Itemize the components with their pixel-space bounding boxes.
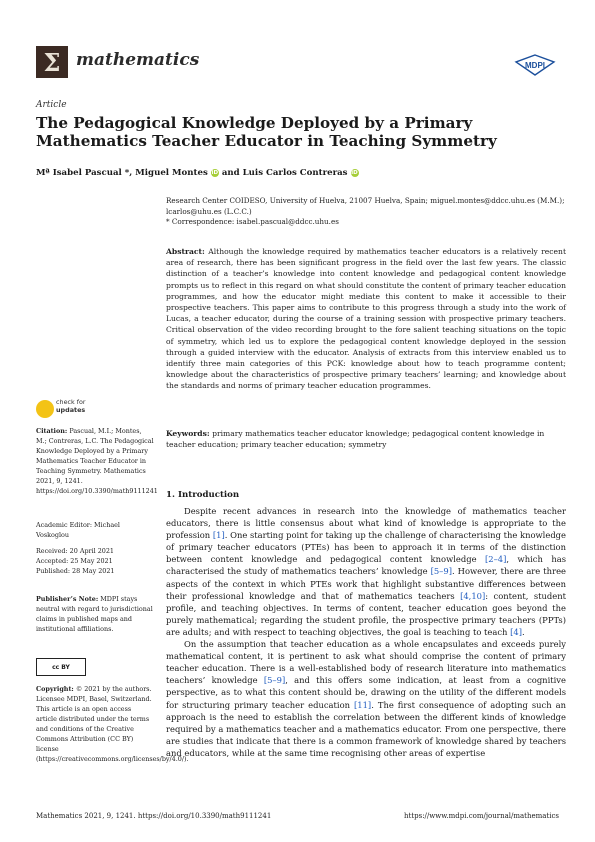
check-for-updates[interactable] bbox=[36, 398, 116, 420]
article-type: Article bbox=[36, 100, 67, 110]
mdpi-logo-icon[interactable] bbox=[514, 54, 556, 76]
publisher-note bbox=[36, 594, 154, 634]
author-3: Luis Carlos Contreras bbox=[242, 168, 348, 178]
affiliation bbox=[166, 196, 566, 228]
text-run: , which has characterised the study of mathematics teachers’ knowledge bbox=[166, 554, 567, 577]
journal-logo-icon: Σ bbox=[36, 46, 68, 78]
citation-link[interactable]: [2–4] bbox=[485, 554, 507, 565]
publisher-note-label: Publisher’s Note: bbox=[36, 595, 99, 603]
affiliation-line: Research Center COIDESO, University of Huelva, 21007 Huelva, Spain; miguel.montes@ddcc.uhu.es (M.M.); bbox=[166, 196, 565, 205]
cc-license-icon[interactable] bbox=[36, 658, 86, 676]
mdpi-logo-text: MDPI bbox=[525, 61, 545, 70]
check-updates-line2: updates bbox=[56, 406, 86, 414]
footer-journal-url[interactable]: https://www.mdpi.com/journal/mathematics bbox=[403, 812, 559, 820]
footer-citation[interactable]: Mathematics 2021, 9, 1241. https://doi.org/10.3390/math9111241 bbox=[36, 812, 272, 820]
received-date: Received: 20 April 2021 bbox=[36, 547, 114, 555]
citation-label: Citation: bbox=[36, 427, 68, 435]
text-run: : content, student profile, and teaching objectives. In terms of content, teacher education goes beyond the purely mathematical; regarding the student profile, the prospective primary teachers (PPTs) are adults; and with respect to teaching objectives, the goal is teaching to teach bbox=[166, 590, 566, 637]
abstract-label: Abstract: bbox=[166, 247, 205, 256]
accepted-date: Accepted: 25 May 2021 bbox=[36, 557, 113, 565]
author-2: Miguel Montes bbox=[135, 168, 208, 178]
published-date: Published: 28 May 2021 bbox=[36, 567, 115, 575]
check-updates-line1: check for bbox=[56, 398, 86, 406]
text-run: . However, there are three aspects of the context in which PTEs work that highlight substantive differences between their professional knowledge and that of mathematics teachers bbox=[166, 566, 566, 601]
orcid-icon[interactable]: iD bbox=[351, 170, 358, 176]
text-run: , and this offers some indication, at least from a cognitive perspective, as to what this content should be, drawing on the utility of the different models for structuring primary teacher education bbox=[166, 675, 566, 710]
citation-link[interactable]: [11] bbox=[354, 699, 372, 710]
text-run: . bbox=[521, 626, 525, 637]
citation-link[interactable]: [1] bbox=[212, 530, 225, 541]
citation-link[interactable]: [4] bbox=[510, 626, 522, 637]
citation-text: Pascual, M.I.; Montes, M.; Contreras, L.C. The Pedagogical Knowledge Deployed by a Primary Mathematics Teacher Educator in Teaching Symmetry. Mathematics 2021, 9, 1241. https://doi.org/10.3390/math9111241 bbox=[36, 427, 158, 495]
abstract bbox=[166, 246, 566, 392]
body-text bbox=[166, 505, 566, 759]
academic-editor: Academic Editor: Michael Voskoglou bbox=[36, 521, 120, 539]
citation-link[interactable]: [4,10] bbox=[460, 590, 486, 601]
orcid-icon[interactable]: iD bbox=[211, 170, 219, 176]
affiliation-line: lcarlos@uhu.es (L.C.C.) bbox=[166, 206, 252, 216]
check-updates-icon bbox=[36, 400, 54, 418]
dates bbox=[36, 546, 154, 576]
copyright bbox=[36, 684, 189, 764]
article-title: The Pedagogical Knowledge Deployed by a Primary Mathematics Teacher Educator in Teaching Symmetry bbox=[36, 114, 497, 150]
keywords-text: primary mathematics teacher educator knowledge; pedagogical content knowledge in teacher education; primary teacher education; symmetry bbox=[166, 429, 545, 450]
text-run: On the assumption that teacher education as a whole encapsulates and exceeds purely mathematical content, it is pertinent to ask what should comprise the content of primary teacher education. There is a well-established body of research literature into mathematics teachers’ knowledge bbox=[166, 639, 566, 686]
copyright-text: © 2021 by the authors. Licensee MDPI, Basel, Switzerland. This article is an open access article distributed under the terms and conditions of the Creative Commons Attribution (CC BY) license (https://creativecommons.org/licenses/by/4.0/). bbox=[36, 685, 189, 763]
paragraph bbox=[166, 505, 566, 638]
citation-link[interactable]: [5–9] bbox=[430, 566, 452, 577]
author-1: Mª Isabel Pascual * bbox=[36, 168, 130, 178]
publisher-note-text: MDPI stays neutral with regard to jurisdictional claims in published maps and institutional affiliations. bbox=[36, 595, 153, 633]
copyright-label: Copyright: bbox=[36, 685, 74, 693]
correspondence: * Correspondence: isabel.pascual@ddcc.uhu.es bbox=[166, 217, 339, 227]
section-heading: 1. Introduction bbox=[166, 490, 240, 500]
text-run: . One starting point for taking up the challenge of characterising the knowledge of primary teacher educators (PTEs) has been to approach it in terms of the distinction between content knowledge and pedagogical content knowledge bbox=[166, 530, 566, 565]
abstract-text: Although the knowledge required by mathematics teacher educators is a relatively recent area of research, there has been significant progress in the field over the last few years. The classic distinction of a teacher’s knowledge into content knowledge and pedagogical content knowledge prompts us to reflect in this regard on what should constitute the content of primary teacher education programmes, and how the educator might mediate this content to make it accessible to their prospective teachers. This paper aims to contribute to this progress through a study into the work of Lucas, a teacher educator, during the course of a training session with prospective primary teachers. Critical observation of the video recording brought to the fore salient teaching situations on the topic of symmetry, which led us to explore the pedagogical content knowledge deployed in the session through a guided interview with the educator. Analysis of extracts from this interview enabled us to identify three main categories of this PCK: knowledge about how to teach programme content; knowledge about the characteristics of prospective primary teachers’ learning; and knowledge about the standards and norms of primary teacher education programmes. bbox=[166, 247, 566, 391]
text-run: Despite recent advances in research into the knowledge of mathematics teacher educators, there is little consensus about what kind of knowledge is appropriate to the profession bbox=[166, 506, 566, 541]
keywords bbox=[166, 428, 566, 450]
text-run: . The first consequence of adopting such an approach is the need to establish the correlation between the different kinds of knowledge required by a mathematics teacher and a mathematics educator. From one perspective, there are studies that indicate that there is a common framework of knowledge shared by teachers and educators, while at the same time recognising other areas of expertise bbox=[166, 699, 566, 758]
citation-link[interactable]: [5–9] bbox=[263, 675, 286, 686]
keywords-label: Keywords: bbox=[166, 429, 210, 438]
paragraph bbox=[166, 638, 566, 759]
author-list: Mª Isabel Pascual *, Miguel Montes iD and Luis Carlos Contreras iD bbox=[36, 168, 358, 178]
citation bbox=[36, 426, 158, 496]
journal-name[interactable]: mathematics bbox=[76, 50, 200, 70]
cc-license-text: cc BY bbox=[52, 663, 70, 671]
